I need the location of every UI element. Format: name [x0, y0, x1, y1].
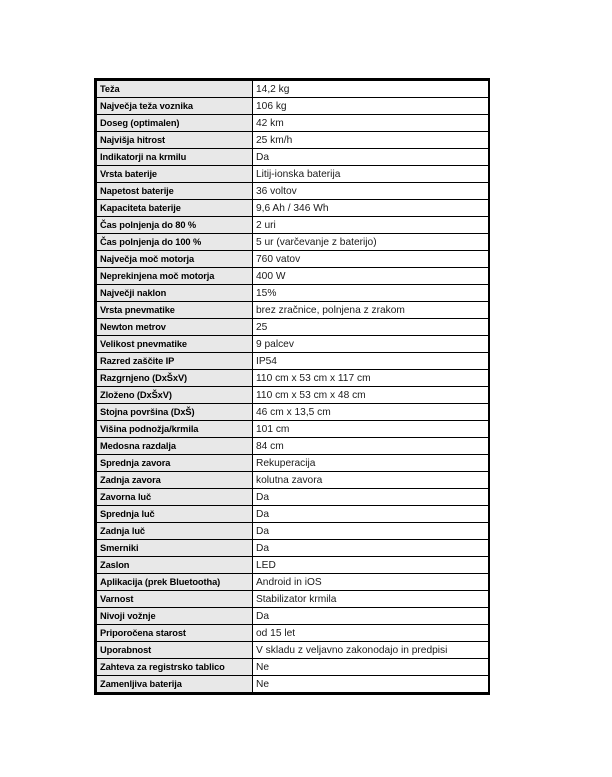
- table-row: [97, 659, 489, 676]
- spec-value-cell: Ne: [253, 676, 489, 693]
- table-row: [97, 353, 489, 370]
- spec-label-cell: Stojna površina (DxŠ): [97, 404, 253, 421]
- table-row: [97, 540, 489, 557]
- spec-label-cell: Razred zaščite IP: [97, 353, 253, 370]
- table-row: [97, 336, 489, 353]
- spec-label-cell: Čas polnjenja do 100 %: [97, 234, 253, 251]
- spec-label-cell: Zadnja luč: [97, 523, 253, 540]
- spec-value-cell: 15%: [253, 285, 489, 302]
- table-row: [97, 625, 489, 642]
- spec-value-cell: Da: [253, 608, 489, 625]
- table-row: [97, 387, 489, 404]
- spec-label-cell: Vrsta baterije: [97, 166, 253, 183]
- spec-label-cell: Največji naklon: [97, 285, 253, 302]
- spec-value-cell: 46 cm x 13,5 cm: [253, 404, 489, 421]
- spec-label-cell: Uporabnost: [97, 642, 253, 659]
- spec-label-cell: Smerniki: [97, 540, 253, 557]
- table-row: [97, 268, 489, 285]
- table-row: [97, 115, 489, 132]
- spec-label-cell: Sprednja zavora: [97, 455, 253, 472]
- table-row: [97, 234, 489, 251]
- spec-value-cell: 42 km: [253, 115, 489, 132]
- table-row: [97, 489, 489, 506]
- table-row: [97, 642, 489, 659]
- spec-value-cell: Da: [253, 149, 489, 166]
- spec-value-cell: IP54: [253, 353, 489, 370]
- spec-label-cell: Zaslon: [97, 557, 253, 574]
- spec-value-cell: 110 cm x 53 cm x 117 cm: [253, 370, 489, 387]
- spec-label-cell: Zamenljiva baterija: [97, 676, 253, 693]
- spec-label-cell: Čas polnjenja do 80 %: [97, 217, 253, 234]
- spec-label-cell: Vrsta pnevmatike: [97, 302, 253, 319]
- spec-label-cell: Aplikacija (prek Bluetootha): [97, 574, 253, 591]
- spec-value-cell: 14,2 kg: [253, 81, 489, 98]
- spec-value-cell: brez zračnice, polnjena z zrakom: [253, 302, 489, 319]
- spec-value-cell: Stabilizator krmila: [253, 591, 489, 608]
- table-row: [97, 523, 489, 540]
- spec-label-cell: Najvišja hitrost: [97, 132, 253, 149]
- spec-value-cell: 2 uri: [253, 217, 489, 234]
- spec-label-cell: Največja moč motorja: [97, 251, 253, 268]
- table-row: [97, 166, 489, 183]
- table-row: [97, 574, 489, 591]
- spec-label-cell: Indikatorji na krmilu: [97, 149, 253, 166]
- spec-value-cell: V skladu z veljavno zakonodajo in predpisi: [253, 642, 489, 659]
- table-row: [97, 200, 489, 217]
- spec-value-cell: 25 km/h: [253, 132, 489, 149]
- spec-value-cell: 101 cm: [253, 421, 489, 438]
- spec-value-cell: Da: [253, 489, 489, 506]
- spec-label-cell: Velikost pnevmatike: [97, 336, 253, 353]
- table-row: [97, 506, 489, 523]
- table-row: [97, 98, 489, 115]
- table-row: [97, 132, 489, 149]
- table-row: [97, 183, 489, 200]
- table-row: [97, 455, 489, 472]
- spec-value-cell: kolutna zavora: [253, 472, 489, 489]
- specification-table-body: [97, 81, 489, 693]
- table-row: [97, 472, 489, 489]
- spec-label-cell: Napetost baterije: [97, 183, 253, 200]
- spec-value-cell: 84 cm: [253, 438, 489, 455]
- spec-label-cell: Neprekinjena moč motorja: [97, 268, 253, 285]
- spec-value-cell: 400 W: [253, 268, 489, 285]
- spec-label-cell: Medosna razdalja: [97, 438, 253, 455]
- spec-value-cell: Litij-ionska baterija: [253, 166, 489, 183]
- table-row: [97, 438, 489, 455]
- spec-value-cell: od 15 let: [253, 625, 489, 642]
- spec-value-cell: Da: [253, 523, 489, 540]
- table-row: [97, 557, 489, 574]
- spec-label-cell: Teža: [97, 81, 253, 98]
- table-row: [97, 676, 489, 693]
- table-row: [97, 404, 489, 421]
- spec-label-cell: Priporočena starost: [97, 625, 253, 642]
- table-row: [97, 370, 489, 387]
- spec-value-cell: 25: [253, 319, 489, 336]
- spec-value-cell: 36 voltov: [253, 183, 489, 200]
- spec-label-cell: Varnost: [97, 591, 253, 608]
- spec-label-cell: Kapaciteta baterije: [97, 200, 253, 217]
- spec-value-cell: Android in iOS: [253, 574, 489, 591]
- spec-value-cell: 760 vatov: [253, 251, 489, 268]
- table-row: [97, 217, 489, 234]
- spec-label-cell: Višina podnožja/krmila: [97, 421, 253, 438]
- spec-label-cell: Razgrnjeno (DxŠxV): [97, 370, 253, 387]
- spec-label-cell: Zavorna luč: [97, 489, 253, 506]
- table-row: [97, 608, 489, 625]
- spec-label-cell: Zadnja zavora: [97, 472, 253, 489]
- spec-value-cell: 106 kg: [253, 98, 489, 115]
- table-row: [97, 319, 489, 336]
- spec-label-cell: Zahteva za registrsko tablico: [97, 659, 253, 676]
- table-row: [97, 285, 489, 302]
- spec-label-cell: Doseg (optimalen): [97, 115, 253, 132]
- spec-value-cell: Ne: [253, 659, 489, 676]
- spec-label-cell: Sprednja luč: [97, 506, 253, 523]
- spec-label-cell: Nivoji vožnje: [97, 608, 253, 625]
- spec-value-cell: 110 cm x 53 cm x 48 cm: [253, 387, 489, 404]
- spec-value-cell: Da: [253, 540, 489, 557]
- spec-value-cell: 9 palcev: [253, 336, 489, 353]
- spec-value-cell: Rekuperacija: [253, 455, 489, 472]
- spec-value-cell: Da: [253, 506, 489, 523]
- spec-value-cell: LED: [253, 557, 489, 574]
- spec-label-cell: Največja teža voznika: [97, 98, 253, 115]
- spec-value-cell: 5 ur (varčevanje z baterijo): [253, 234, 489, 251]
- specification-table-container: [94, 78, 490, 695]
- spec-label-cell: Newton metrov: [97, 319, 253, 336]
- table-row: [97, 81, 489, 98]
- specification-table: [96, 80, 489, 693]
- spec-value-cell: 9,6 Ah / 346 Wh: [253, 200, 489, 217]
- table-row: [97, 149, 489, 166]
- spec-label-cell: Zloženo (DxŠxV): [97, 387, 253, 404]
- table-row: [97, 302, 489, 319]
- table-row: [97, 251, 489, 268]
- table-row: [97, 421, 489, 438]
- table-row: [97, 591, 489, 608]
